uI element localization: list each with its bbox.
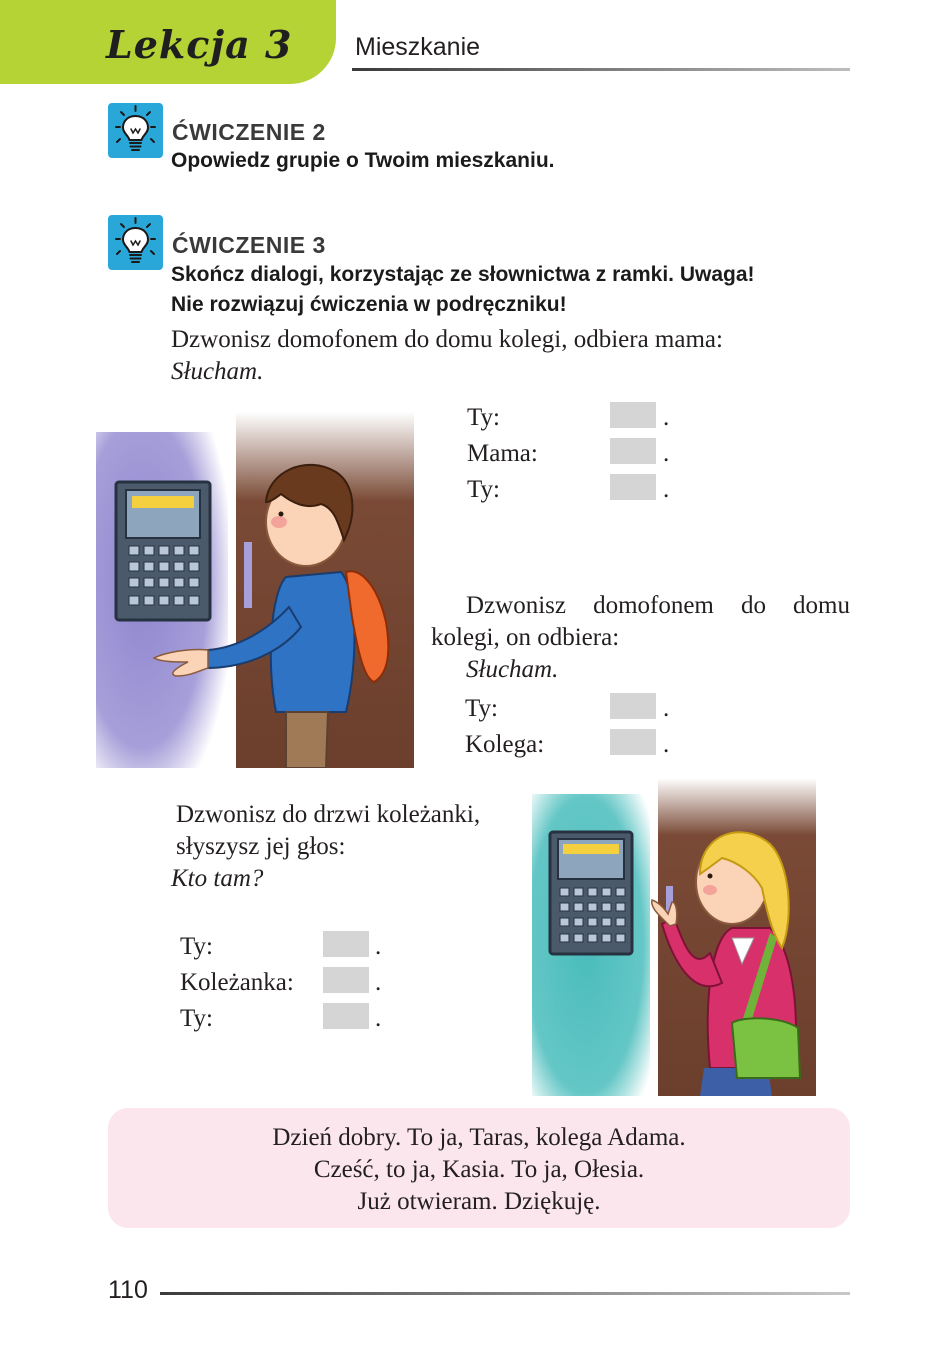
dialog-speaker: Koleżanka: bbox=[180, 969, 294, 996]
answer-blank[interactable] bbox=[323, 1003, 369, 1029]
dialog-speaker: Kolega: bbox=[465, 731, 545, 758]
lightbulb-icon bbox=[108, 215, 163, 270]
scene-3-intro-2: słyszysz jej głos: bbox=[176, 833, 346, 860]
scene-2-intro-1: Dzwonisz domofonem do domu bbox=[466, 592, 850, 619]
dialog-speaker: Ty: bbox=[180, 1005, 213, 1032]
footer-rule bbox=[160, 1292, 850, 1295]
dialog-period: . bbox=[663, 404, 670, 431]
dialog-period: . bbox=[375, 1005, 382, 1032]
vocabulary-line: Dzień dobry. To ja, Taras, kolega Adama. bbox=[272, 1124, 686, 1151]
scene-1-reply: Słucham. bbox=[171, 358, 264, 385]
dialog-period: . bbox=[663, 731, 670, 758]
dialog-speaker: Mama: bbox=[467, 440, 538, 467]
girl-at-intercom-illustration bbox=[532, 778, 816, 1096]
scene-1-intro: Dzwonisz domofonem do domu kolegi, odbiera mama: bbox=[171, 326, 723, 353]
answer-blank[interactable] bbox=[610, 438, 656, 464]
dialog-period: . bbox=[663, 440, 670, 467]
vocabulary-line: Już otwieram. Dziękuję. bbox=[357, 1188, 601, 1215]
exercise-3-heading: ĆWICZENIE 3 bbox=[172, 232, 326, 258]
answer-blank[interactable] bbox=[323, 967, 369, 993]
dialog-period: . bbox=[375, 933, 382, 960]
topic-rule bbox=[352, 68, 850, 71]
scene-2-intro-2: kolegi, on odbiera: bbox=[431, 624, 620, 651]
answer-blank[interactable] bbox=[610, 402, 656, 428]
boy-at-intercom-illustration bbox=[96, 412, 414, 768]
page-number: 110 bbox=[108, 1276, 148, 1304]
dialog-period: . bbox=[663, 476, 670, 503]
lesson-title: Lekcja 3 bbox=[106, 22, 293, 67]
vocabulary-line: Cześć, to ja, Kasia. To ja, Ołesia. bbox=[313, 1156, 645, 1183]
answer-blank[interactable] bbox=[323, 931, 369, 957]
scene-3-reply: Kto tam? bbox=[171, 865, 264, 892]
topic-title: Mieszkanie bbox=[355, 33, 481, 61]
exercise-3-instruction-1: Skończ dialogi, korzystając ze słownictwa z ramki. Uwaga! bbox=[171, 263, 755, 286]
answer-blank[interactable] bbox=[610, 693, 656, 719]
exercise-3-instruction-2: Nie rozwiązuj ćwiczenia w podręczniku! bbox=[171, 293, 567, 316]
dialog-speaker: Ty: bbox=[467, 404, 500, 431]
dialog-speaker: Ty: bbox=[180, 933, 213, 960]
answer-blank[interactable] bbox=[610, 474, 656, 500]
lightbulb-icon bbox=[108, 103, 163, 158]
dialog-period: . bbox=[663, 695, 670, 722]
scene-2-reply: Słucham. bbox=[466, 656, 559, 683]
dialog-speaker: Ty: bbox=[467, 476, 500, 503]
dialog-period: . bbox=[375, 969, 382, 996]
answer-blank[interactable] bbox=[610, 729, 656, 755]
exercise-2-instruction: Opowiedz grupie o Twoim mieszkaniu. bbox=[171, 149, 555, 172]
scene-3-intro-1: Dzwonisz do drzwi koleżanki, bbox=[176, 801, 481, 828]
dialog-speaker: Ty: bbox=[465, 695, 498, 722]
exercise-2-heading: ĆWICZENIE 2 bbox=[172, 119, 326, 145]
